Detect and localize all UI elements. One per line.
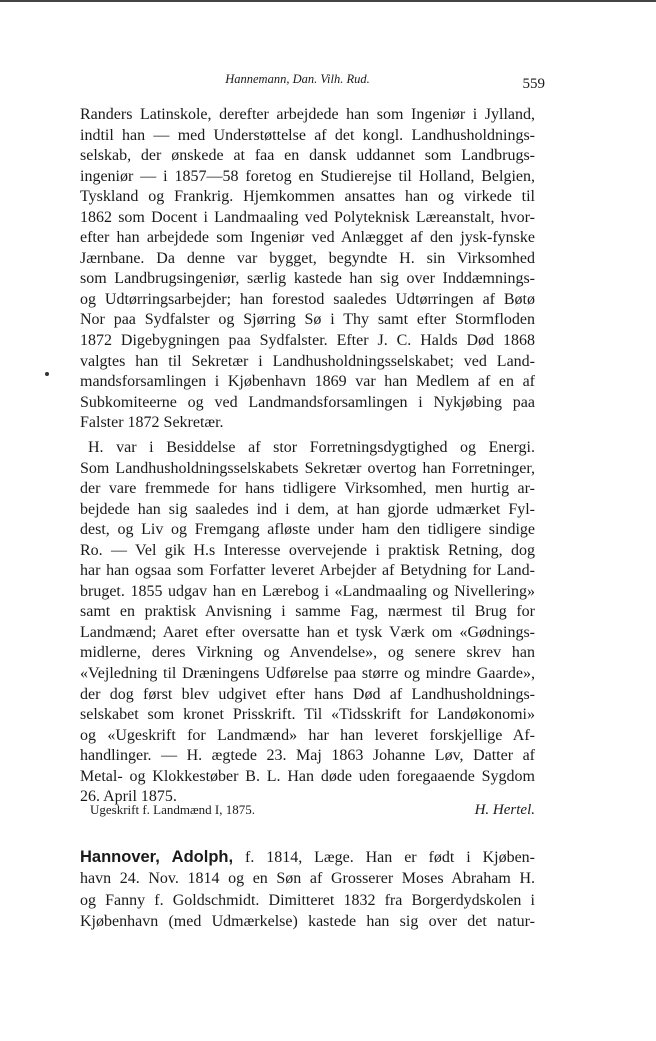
text-line: der vare fremmede for hans tidligere Virksomhed, men hurtig ar-: [80, 480, 535, 498]
entry-first-line: [80, 847, 535, 868]
entry-first-line-text: f. 1814, Læge. Han er født i Kjøben-: [245, 849, 536, 866]
text-line: Nor paa Sydfalster og Sjørring Sø i Thy samt efter Stormfloden: [80, 311, 535, 329]
text-line: Jærnbane. Da denne var bygget, begyndte H. sin Virksomhed: [80, 249, 535, 267]
running-header-title: Hannemann, Dan. Vilh. Rud.: [225, 72, 370, 86]
text-line: mandsforsamlingen i Kjøbenhavn 1869 var han Medlem af en af: [80, 373, 535, 391]
text-line: og «Ugeskrift for Landmænd» har han leveret forskjellige Af-: [80, 726, 535, 744]
source-reference: Ugeskrift f. Landmænd I, 1875.: [90, 802, 256, 817]
text-line: dest, og Liv og Fremgang afløste under ham den tidligere sindige: [80, 521, 535, 539]
text-line: Som Landhusholdningsselskabets Sekretær overtog han Forretninger,: [80, 459, 535, 477]
text-line: selskab, der ønskede at faa en dansk uddannet som Landbrugs-: [80, 147, 535, 165]
margin-dot: [45, 372, 49, 376]
text-line: og Fanny f. Goldschmidt. Dimitteret 1832 fra Borgerdydskolen i: [80, 891, 535, 909]
text-line: bruget. 1855 udgav han en Lærebog i «Landmaaling og Nivellering»: [80, 582, 535, 600]
article-author: H. Hertel.: [474, 802, 535, 818]
text-line: 1872 Digebygningen paa Sydfalster. Efter J. C. Halds Død 1868: [80, 332, 535, 350]
text-line: og Udtørringsarbejder; han forestod saaledes Udtørringen af Bøtø: [80, 290, 535, 308]
text-line: «Vejledning til Dræningens Udførelse paa større og mindre Gaarde»,: [80, 665, 535, 683]
entry-headword: Hannover, Adolph,: [80, 848, 234, 866]
text-line: har han ogsaa som Forfatter leveret Arbejder af Betydning for Land-: [80, 562, 535, 580]
text-line: Kjøbenhavn (med Udmærkelse) kastede han sig over det natur-: [80, 912, 535, 930]
text-line: midlerne, deres Virkning og Anvendelse», og senere skrev han: [80, 644, 535, 662]
paragraph-hannemann-character: [80, 438, 535, 808]
text-line: H. var i Besiddelse af stor Forretningsdygtighed og Energi.: [88, 439, 535, 456]
text-line: ingeniør — i 1857—58 foretog en Studierejse til Holland, Belgien,: [80, 167, 535, 185]
source-citation: [90, 801, 535, 819]
text-line: Metal- og Klokkestøber B. L. Han døde uden foregaaende Sygdom: [80, 767, 535, 785]
text-line: valgtes han til Sekretær i Landhusholdningsselskabet; ved Land-: [80, 352, 535, 370]
text-line: som Landbrugsingeniør, særlig kastede han sig over Inddæmnings-: [80, 270, 535, 288]
text-line: havn 24. Nov. 1814 og en Søn af Grosserer Moses Abraham H.: [80, 870, 535, 888]
text-line: bejdede han sig saaledes ind i dem, at han gjorde udmærket Fyl-: [80, 500, 535, 518]
text-line: der dog først blev udgivet efter hans Død af Landhusholdnings-: [80, 685, 535, 703]
text-line: samt en praktisk Anvisning i samme Fag, nærmest til Brug for: [80, 603, 535, 621]
text-line: Ro. — Vel gik H.s Interesse overvejende i praktisk Retning, dog: [80, 541, 535, 559]
text-line: handlinger. — H. ægtede 23. Maj 1863 Johanne Løv, Datter af: [80, 747, 535, 765]
text-line: efter han arbejdede som Ingeniør ved Anlægget af den jysk-fynske: [80, 229, 535, 247]
text-line: Tyskland og Frankrig. Hjemkommen ansattes han og virkede til: [80, 188, 535, 206]
text-line: Falster 1872 Sekretær.: [80, 414, 224, 432]
page-top-rule: [0, 0, 656, 2]
paragraph-hannover-entry: [80, 847, 535, 932]
text-line: selskabet som kronet Prisskrift. Til «Tidsskrift for Landøkonomi»: [80, 706, 535, 724]
text-line: 1862 som Docent i Landmaaling ved Polyteknisk Læreanstalt, hvor-: [80, 208, 535, 226]
text-line: Randers Latinskole, derefter arbejdede han som Ingeniør i Jylland,: [80, 106, 535, 123]
page-number: 559: [522, 76, 545, 92]
text-line: 26. April 1875.: [80, 788, 177, 806]
paragraph-hannemann-career: [80, 105, 535, 434]
text-line: Subkomiteerne og ved Landmandsforsamlingen i Nykjøbing paa: [80, 393, 535, 411]
text-line: Landmænd; Aaret efter oversatte han et tysk Værk om «Gødnings-: [80, 623, 535, 641]
text-line: indtil han — med Understøttelse af det kongl. Landhusholdnings-: [80, 126, 535, 144]
